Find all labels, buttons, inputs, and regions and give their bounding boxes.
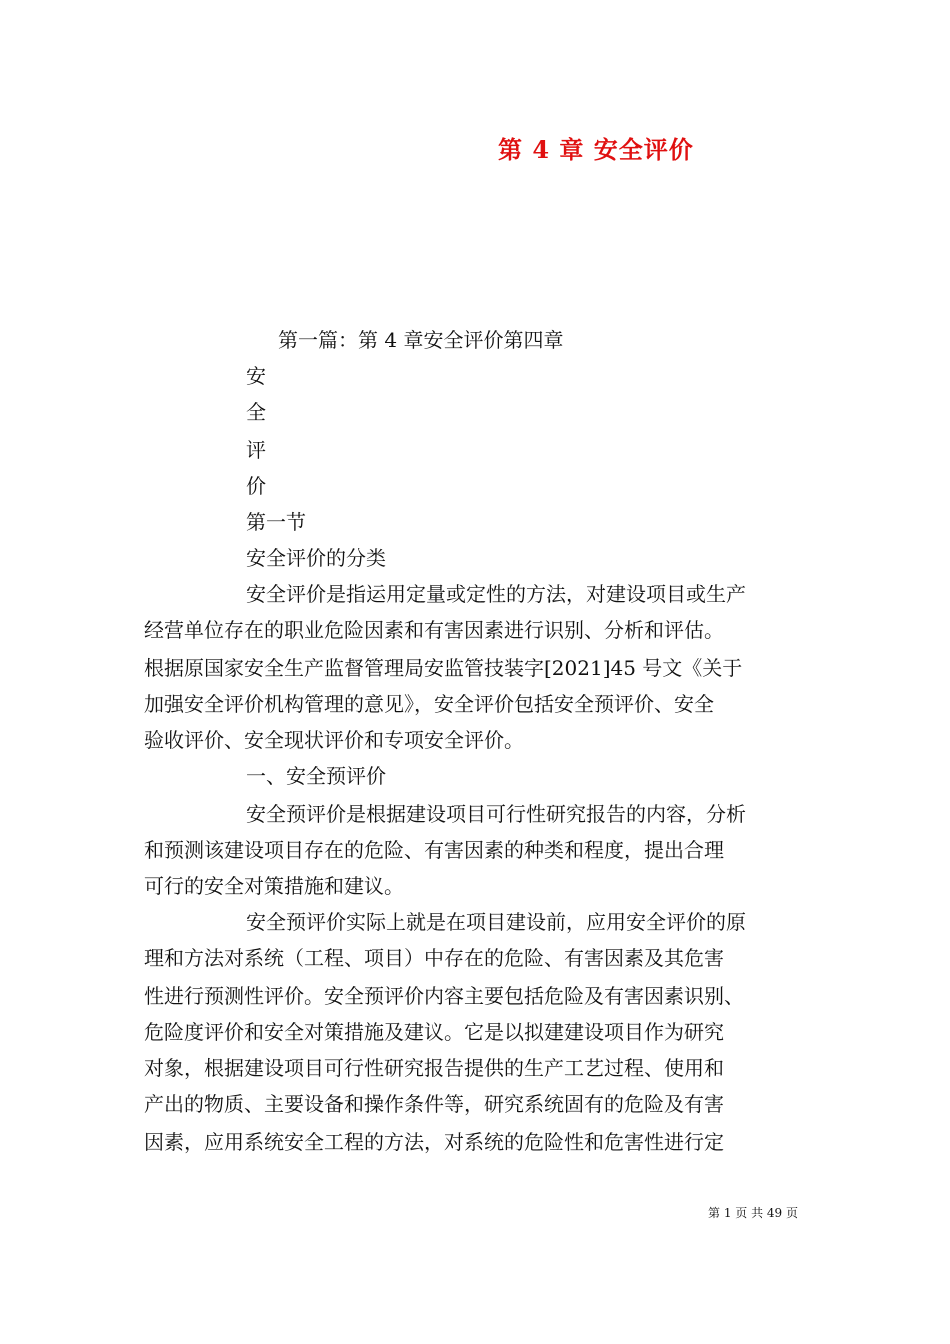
paragraph-line: 危险度评价和安全对策措施及建议。它是以拟建建设项目作为研究: [144, 1020, 724, 1044]
paragraph-line: 加强安全评价机构管理的意见》，安全评价包括安全预评价、安全: [144, 692, 714, 716]
paragraph-line: 根据原国家安全生产监督管理局安监管技装字[2021]45 号文《关于: [144, 656, 743, 680]
section-heading: 第一节: [246, 510, 306, 534]
paragraph-line: 经营单位存在的职业危险因素和有害因素进行识别、分析和评估。: [144, 618, 724, 642]
paragraph-line: 和预测该建设项目存在的危险、有害因素的种类和程度，提出合理: [144, 838, 724, 862]
vertical-char: 全: [246, 400, 266, 424]
vertical-char: 评: [246, 438, 266, 462]
vertical-char: 安: [246, 364, 266, 388]
paragraph-line: 验收评价、安全现状评价和专项安全评价。: [144, 728, 524, 752]
subtitle-line: 第一篇：第 4 章安全评价第四章: [278, 328, 564, 352]
page-title: 第 4 章 安全评价: [498, 135, 694, 164]
subsection-heading: 一、安全预评价: [246, 764, 386, 788]
paragraph-line: 安全预评价实际上就是在项目建设前，应用安全评价的原: [246, 910, 746, 934]
page-footer: 第 1 页 共 49 页: [708, 1206, 798, 1220]
paragraph-line: 性进行预测性评价。安全预评价内容主要包括危险及有害因素识别、: [144, 984, 744, 1008]
paragraph-line: 安全预评价是根据建设项目可行性研究报告的内容，分析: [246, 802, 746, 826]
paragraph-line: 可行的安全对策措施和建议。: [144, 874, 404, 898]
paragraph-line: 对象，根据建设项目可行性研究报告提供的生产工艺过程、使用和: [144, 1056, 724, 1080]
paragraph-line: 理和方法对系统（工程、项目）中存在的危险、有害因素及其危害: [144, 946, 724, 970]
paragraph-line: 产出的物质、主要设备和操作条件等，研究系统固有的危险及有害: [144, 1092, 724, 1116]
paragraph-line: 安全评价是指运用定量或定性的方法，对建设项目或生产: [246, 582, 746, 606]
section-subheading: 安全评价的分类: [246, 546, 386, 570]
paragraph-line: 因素，应用系统安全工程的方法，对系统的危险性和危害性进行定: [144, 1130, 724, 1154]
vertical-char: 价: [246, 474, 266, 498]
